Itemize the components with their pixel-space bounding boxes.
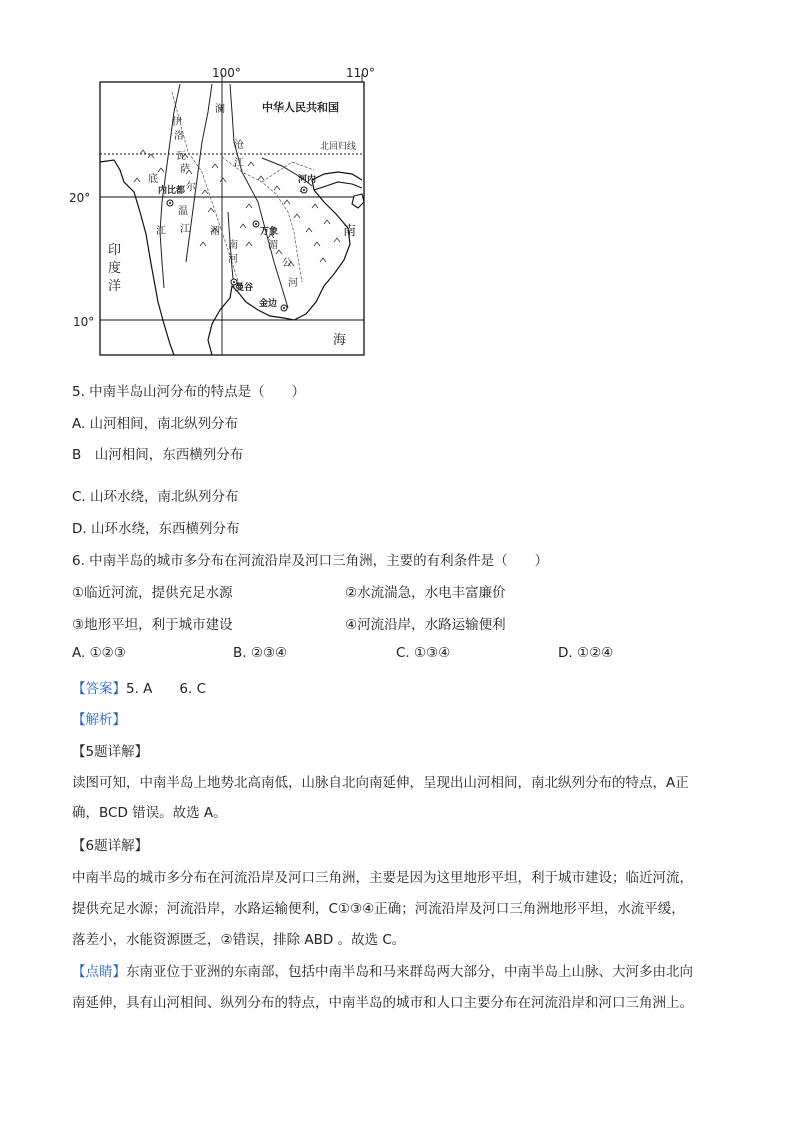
q6-condition-1: ①临近河流，提供充足水源 — [72, 585, 233, 601]
q5-stem: 5. 中南半岛山河分布的特点是（ ） — [72, 384, 306, 400]
svg-text:江: 江 — [156, 226, 166, 237]
svg-text:海: 海 — [333, 333, 347, 348]
q6-option-d: D. ①②④ — [558, 645, 614, 661]
detail5-line1: 读图可知，中南半岛上地势北高南低，山脉自北向南延伸，呈现出山河相间，南北纵列分布的特点，A正 — [72, 775, 689, 791]
svg-text:澜: 澜 — [215, 104, 225, 115]
tip-line2: 南延伸，具有山河相间、纵列分布的特点，中南半岛的城市和人口主要分布在河流沿岸和河口三角洲上。 — [72, 995, 693, 1011]
q6-option-a: A. ①②③ — [72, 645, 126, 661]
detail5-line2: 确，BCD 错误。故选 A。 — [72, 805, 227, 821]
lon-100-label: 100° — [212, 66, 241, 80]
tip-tag: 【点睛】 — [72, 964, 126, 980]
city-vientiane — [253, 221, 278, 237]
svg-text:萨: 萨 — [180, 164, 190, 175]
city-label: 万象 — [260, 227, 279, 237]
q6-condition-3: ③地形平坦，利于城市建设 — [72, 617, 233, 633]
city-label: 曼谷 — [235, 283, 254, 293]
hainan-island — [352, 194, 364, 208]
svg-text:温: 温 — [178, 206, 188, 217]
q6-option-b: B. ②③④ — [233, 645, 288, 661]
svg-text:瓦: 瓦 — [176, 151, 186, 162]
map-frame — [100, 82, 364, 355]
city-label: 金边 — [259, 299, 278, 309]
svg-text:河: 河 — [228, 254, 238, 265]
svg-text:沧: 沧 — [234, 140, 244, 151]
svg-text:伊: 伊 — [172, 117, 182, 128]
svg-text:南: 南 — [228, 240, 238, 251]
detail6-line3: 落差小，水能资源匮乏，②错误，排除 ABD 。故选 C。 — [72, 932, 406, 948]
tip-line1 — [72, 960, 693, 980]
svg-text:洋: 洋 — [108, 279, 122, 294]
detail6-line2: 提供充足水源；河流沿岸，水路运输便利，C①③④正确；河流沿岸及河口三角洲地形平坦，水流平缓， — [72, 901, 685, 917]
country-label: 中华人民共和国 — [262, 101, 339, 114]
lat-10-label: 10° — [73, 315, 95, 329]
svg-text:印: 印 — [108, 243, 122, 258]
svg-text:洛: 洛 — [174, 131, 184, 142]
svg-text:河: 河 — [288, 278, 298, 289]
gulf-of-tonkin-coast — [314, 182, 362, 190]
svg-text:度: 度 — [108, 261, 122, 276]
city-phnom-penh — [259, 297, 287, 311]
svg-text:公: 公 — [282, 258, 292, 269]
city-label: 内比都 — [158, 186, 186, 196]
tropic-label: 北回归线 — [320, 142, 357, 152]
detail5-title: 【5题详解】 — [72, 744, 149, 760]
city-hanoi — [298, 173, 316, 193]
lon-110-label: 110° — [346, 66, 375, 80]
q6-option-c: C. ①③④ — [396, 645, 451, 661]
answer-line — [72, 677, 206, 697]
detail6-line1: 中南半岛的城市多分布在河流沿岸及河口三角洲，主要是因为这里地形平坦，利于城市建设；临近河流， — [72, 870, 693, 886]
q6-condition-2: ②水流湍急，水电丰富廉价 — [345, 585, 506, 601]
q5-option-b: B 山河相间，东西横列分布 — [72, 447, 244, 463]
q6-stem: 6. 中南半岛的城市多分布在河流沿岸及河口三角洲，主要的有利条件是（ ） — [72, 553, 549, 569]
city-bangkok — [231, 279, 253, 293]
svg-text:江: 江 — [234, 158, 244, 169]
indochina-map — [62, 62, 375, 362]
lat-20-label: 20° — [69, 191, 91, 205]
svg-text:江: 江 — [180, 224, 190, 235]
q5-option-c: C. 山环水绕，南北纵列分布 — [72, 489, 239, 505]
svg-text:尔: 尔 — [186, 182, 196, 193]
q6-condition-4: ④河流沿岸，水路运输便利 — [345, 617, 506, 633]
tip-text: 东南亚位于亚洲的东南部，包括中南半岛和马来群岛两大部分，中南半岛上山脉、大河多由北向 — [126, 964, 693, 980]
detail6-title: 【6题详解】 — [72, 838, 149, 854]
svg-text:湄: 湄 — [210, 226, 220, 237]
answer-tag: 【答案】 — [72, 681, 126, 697]
q5-option-a: A. 山河相间，南北纵列分布 — [72, 416, 239, 432]
analysis-tag: 【解析】 — [72, 712, 126, 728]
svg-text:湄: 湄 — [268, 240, 278, 251]
q5-option-d: D. 山环水绕，东西横列分布 — [72, 521, 240, 537]
mekong-river — [230, 84, 288, 308]
svg-text:南: 南 — [343, 224, 357, 239]
answer-text: 5. A 6. C — [126, 681, 207, 697]
svg-text:底: 底 — [148, 174, 158, 185]
city-label: 河内 — [298, 175, 317, 185]
